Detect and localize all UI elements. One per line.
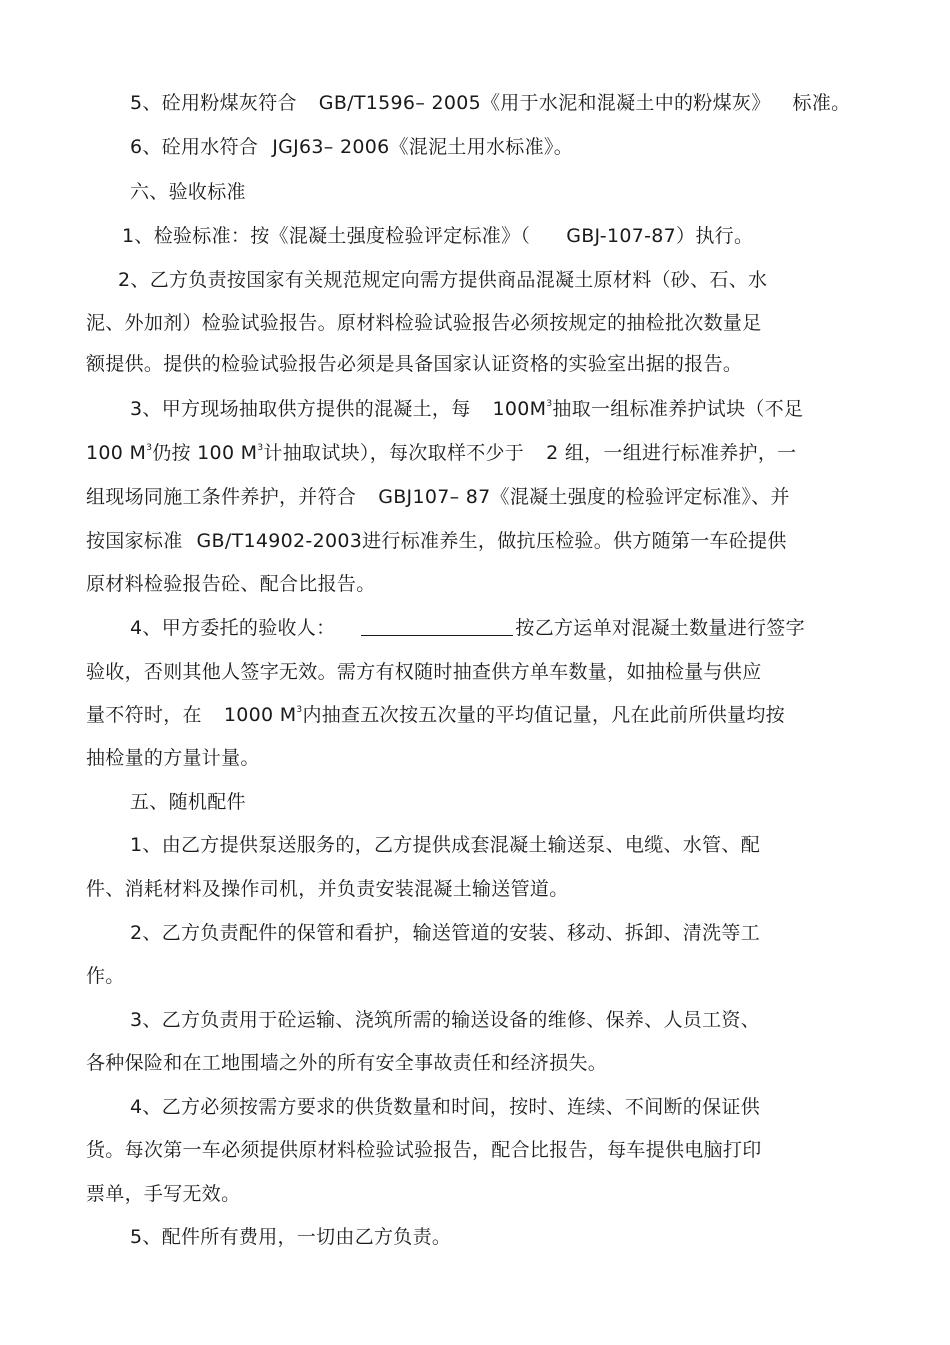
text-line: 3、乙方负责用于砼运输、浇筑所需的输送设备的维修、保养、人员工资、 bbox=[130, 1009, 760, 1031]
text-line: 货。每次第一车必须提供原材料检验试验报告，配合比报告，每车提供电脑打印 bbox=[86, 1139, 762, 1161]
text-line: 2、乙方负责配件的保管和看护，输送管道的安装、移动、拆卸、清洗等工 bbox=[130, 922, 760, 944]
text-line: 抽检量的方量计量。 bbox=[86, 747, 260, 769]
text-span: 计抽取试块），每次取样不少于 bbox=[263, 442, 525, 464]
text-span: 100M bbox=[492, 398, 547, 420]
text-span: 6、砼用水符合 bbox=[130, 136, 259, 158]
superscript: 3 bbox=[146, 443, 153, 453]
superscript: 3 bbox=[546, 399, 553, 409]
text-line: 票单，手写无效。 bbox=[86, 1183, 241, 1205]
text-span: 组现场同施工条件养护，并符合 bbox=[86, 486, 357, 508]
text-span: 标准。 bbox=[792, 92, 851, 114]
text-span: 4、甲方委托的验收人： bbox=[130, 617, 336, 639]
text-line bbox=[130, 616, 805, 640]
text-line bbox=[86, 529, 787, 553]
text-span: 2 组，一组进行标准养护，一 bbox=[546, 442, 797, 464]
text-span: 抽取一组标准养护试块（不足 bbox=[552, 398, 804, 420]
text-span: 内抽查五次按五次量的平均值记量，凡在此前所供量均按 bbox=[302, 704, 785, 726]
text-span: 3、甲方现场抽取供方提供的混凝土，每 bbox=[130, 398, 471, 420]
section-heading: 五、随机配件 bbox=[130, 791, 246, 813]
text-span: GB/T14902-2003进行标准养生，做抗压检验。供方随第一车砼提供 bbox=[196, 530, 787, 552]
text-span: 5、砼用粉煤灰符合 bbox=[130, 92, 297, 114]
text-line: 5、配件所有费用，一切由乙方负责。 bbox=[130, 1226, 452, 1248]
text-span: 按国家标准 bbox=[86, 530, 183, 552]
text-line bbox=[122, 224, 753, 248]
text-span: GB/T1596– 2005《用于水泥和混凝土中的粉煤灰》 bbox=[318, 92, 771, 114]
text-line bbox=[86, 441, 796, 465]
section-heading: 六、验收标准 bbox=[130, 181, 246, 203]
text-line bbox=[130, 397, 803, 421]
text-span: 1、检验标准：按《混凝土强度检验评定标准》（ bbox=[122, 225, 531, 247]
text-line bbox=[130, 91, 850, 115]
text-line: 4、乙方必须按需方要求的供货数量和时间，按时、连续、不间断的保证供 bbox=[130, 1096, 760, 1118]
text-line: 件、消耗材料及操作司机，并负责安装混凝土输送管道。 bbox=[86, 878, 569, 900]
text-span: GBJ107– 87《混凝土强度的检验评定标准》、并 bbox=[378, 486, 790, 508]
text-line: 2、乙方负责按国家有关规范规定向需方提供商品混凝土原材料（砂、石、水 bbox=[118, 269, 768, 291]
text-line: 作。 bbox=[86, 965, 125, 987]
text-line: 额提供。提供的检验试验报告必须是具备国家认证资格的实验室出据的报告。 bbox=[86, 353, 743, 375]
text-span: 仍按 100 M bbox=[152, 442, 258, 464]
text-line bbox=[130, 135, 573, 159]
text-span: 1000 M bbox=[223, 704, 297, 726]
text-span: JGJ63– 2006《混泥土用水标准》。 bbox=[272, 136, 574, 158]
signature-blank bbox=[361, 617, 513, 636]
text-line bbox=[86, 703, 785, 727]
text-line: 验收，否则其他人签字无效。需方有权随时抽查供方单车数量，如抽检量与供应 bbox=[86, 661, 762, 683]
text-line bbox=[86, 485, 790, 509]
text-span: 量不符时，在 bbox=[86, 704, 202, 726]
text-span: 按乙方运单对混凝土数量进行签字 bbox=[515, 617, 805, 639]
superscript: 3 bbox=[257, 443, 264, 453]
text-line: 原材料检验报告砼、配合比报告。 bbox=[86, 573, 376, 595]
text-span: 100 M bbox=[86, 442, 147, 464]
text-line: 泥、外加剂）检验试验报告。原材料检验试验报告必须按规定的抽检批次数量足 bbox=[86, 312, 762, 334]
text-line: 各种保险和在工地围墙之外的所有安全事故责任和经济损失。 bbox=[86, 1052, 608, 1074]
text-line: 1、由乙方提供泵送服务的，乙方提供成套混凝土输送泵、电缆、水管、配 bbox=[130, 834, 760, 856]
superscript: 3 bbox=[296, 705, 303, 715]
text-span: GBJ-107-87）执行。 bbox=[566, 225, 754, 247]
